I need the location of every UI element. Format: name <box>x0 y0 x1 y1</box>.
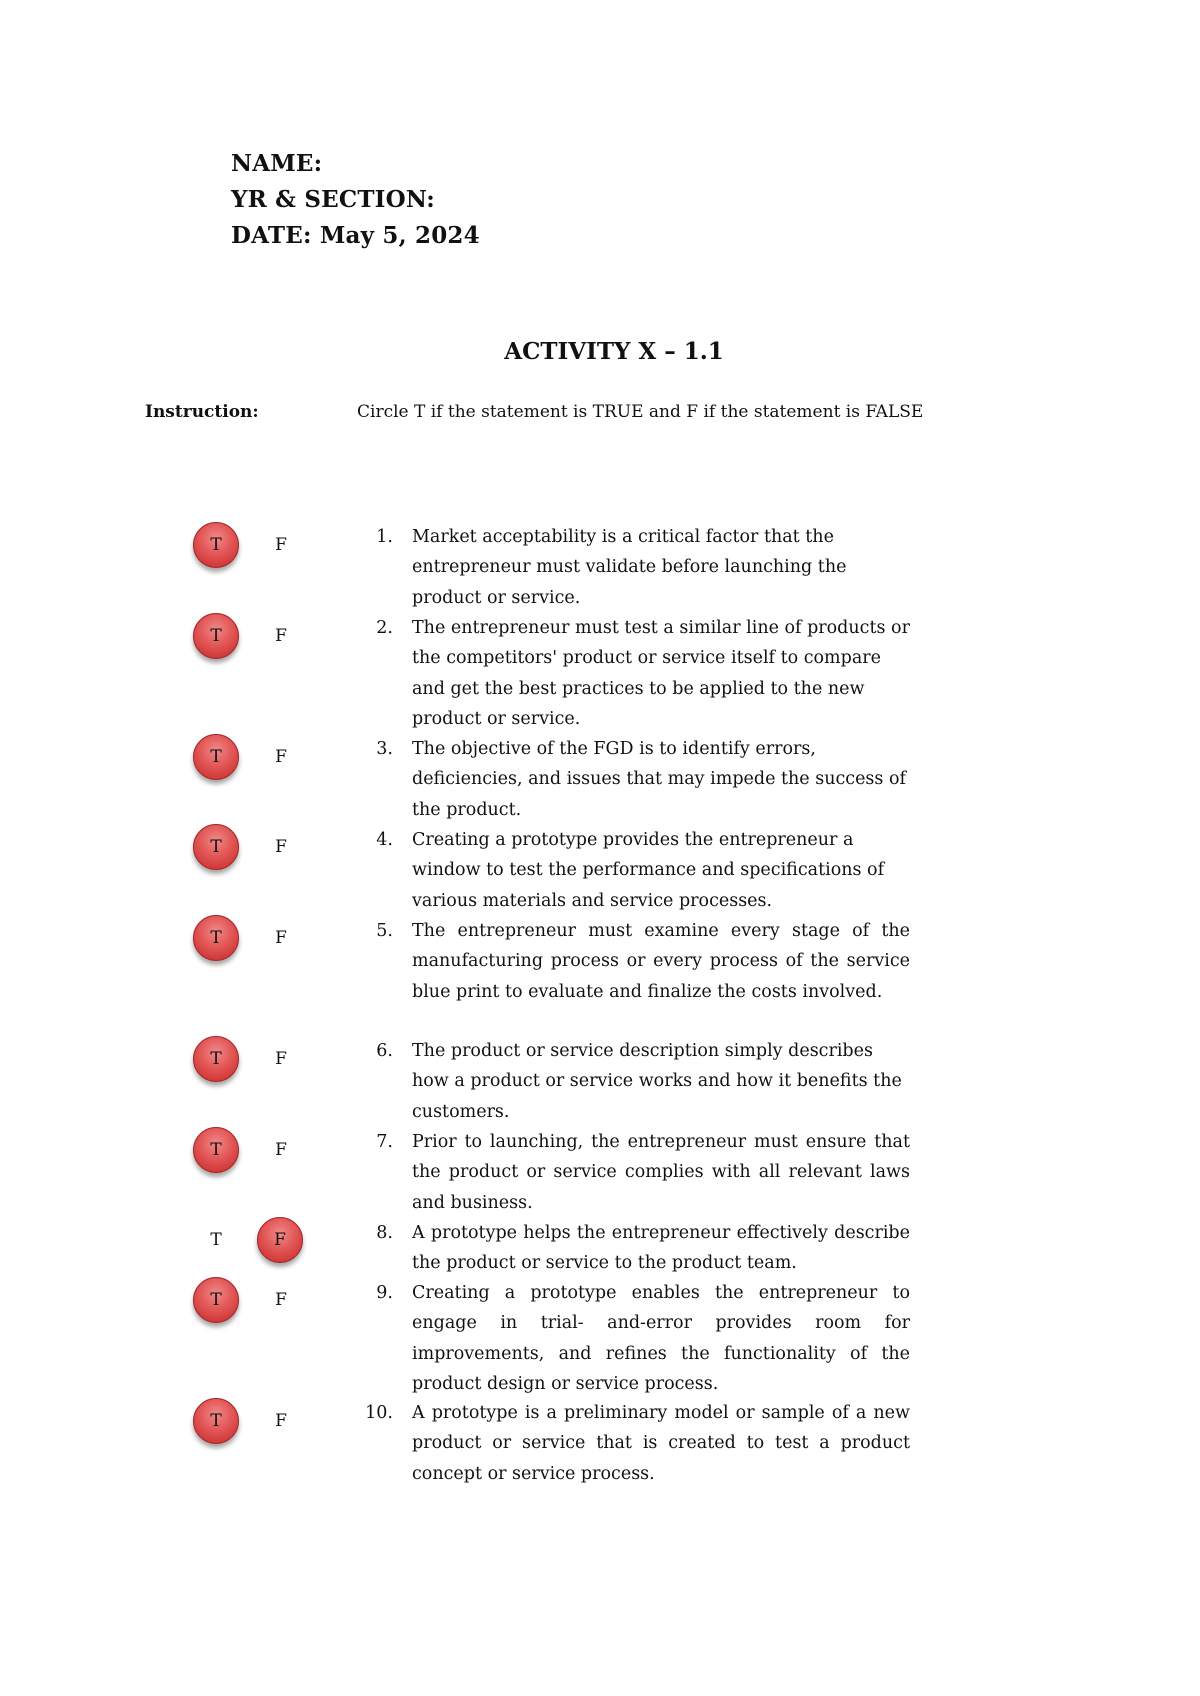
activity-title: ACTIVITY X – 1.1 <box>504 338 724 365</box>
item-2-statement: The entrepreneur must test a similar line of products or the competitors' product or service itself to compare and get the best practices to be applied to the new product or service. <box>412 618 910 729</box>
item-4-statement: Creating a prototype provides the entrepreneur a window to test the performance and specifications of various materials and service processes. <box>412 830 885 911</box>
item-3-statement: The objective of the FGD is to identify errors, deficiencies, and issues that may impede the success of the product. <box>412 739 906 820</box>
instruction-text: Circle T if the statement is TRUE and F if the statement is FALSE <box>357 402 924 422</box>
item-8-true-option[interactable]: T <box>210 1230 222 1250</box>
item-10-statement: A prototype is a preliminary model or sample of a new product or service that is created to test a product concept or service process. <box>412 1403 910 1484</box>
item-5-false-option[interactable]: F <box>275 928 287 948</box>
item-5-statement: The entrepreneur must examine every stage of the manufacturing process or every process of the service blue print to evaluate and finalize the costs involved. <box>412 921 910 1002</box>
item-1-statement: Market acceptability is a critical factor that the entrepreneur must validate before launching the product or service. <box>412 527 847 608</box>
item-10-number: 10. <box>365 1403 393 1423</box>
item-4-false-option[interactable]: F <box>275 837 287 857</box>
item-2-false-option[interactable]: F <box>275 626 287 646</box>
item-6-false-option[interactable]: F <box>275 1049 287 1069</box>
item-9-statement: Creating a prototype enables the entrepreneur to engage in trial- and-error provides room for improvements, and refines the functionality of the product design or service process. <box>412 1283 910 1394</box>
item-3-number: 3. <box>376 739 393 759</box>
item-9-true-option[interactable]: T <box>193 1277 239 1323</box>
section-label: YR & SECTION: <box>231 186 435 213</box>
item-1-true-option[interactable]: T <box>193 522 239 568</box>
item-9-number: 9. <box>376 1283 393 1303</box>
name-label: NAME: <box>231 150 323 177</box>
item-2-true-option[interactable]: T <box>193 613 239 659</box>
item-7-true-option[interactable]: T <box>193 1127 239 1173</box>
item-1-false-option[interactable]: F <box>275 535 287 555</box>
item-7-number: 7. <box>376 1132 393 1152</box>
item-7-false-option[interactable]: F <box>275 1140 287 1160</box>
item-10-true-option[interactable]: T <box>193 1398 239 1444</box>
item-5-true-option[interactable]: T <box>193 915 239 961</box>
item-5-number: 5. <box>376 921 393 941</box>
item-6-true-option[interactable]: T <box>193 1036 239 1082</box>
item-4-number: 4. <box>376 830 393 850</box>
student-info-header <box>231 146 480 254</box>
item-3-true-option[interactable]: T <box>193 734 239 780</box>
item-9-false-option[interactable]: F <box>275 1290 287 1310</box>
item-8-number: 8. <box>376 1223 393 1243</box>
item-2-number: 2. <box>376 618 393 638</box>
item-1-number: 1. <box>376 527 393 547</box>
item-3-false-option[interactable]: F <box>275 747 287 767</box>
item-6-statement: The product or service description simply describes how a product or service works and how it benefits the customers. <box>412 1041 902 1122</box>
item-10-false-option[interactable]: F <box>275 1411 287 1431</box>
item-7-statement: Prior to launching, the entrepreneur must ensure that the product or service complies with all relevant laws and business. <box>412 1132 910 1213</box>
item-6-number: 6. <box>376 1041 393 1061</box>
date-line: DATE: May 5, 2024 <box>231 222 480 249</box>
instruction-label: Instruction: <box>145 402 259 422</box>
item-8-false-option[interactable]: F <box>257 1217 303 1263</box>
item-4-true-option[interactable]: T <box>193 824 239 870</box>
item-8-statement: A prototype helps the entrepreneur effectively describe the product or service to the product team. <box>412 1223 910 1274</box>
